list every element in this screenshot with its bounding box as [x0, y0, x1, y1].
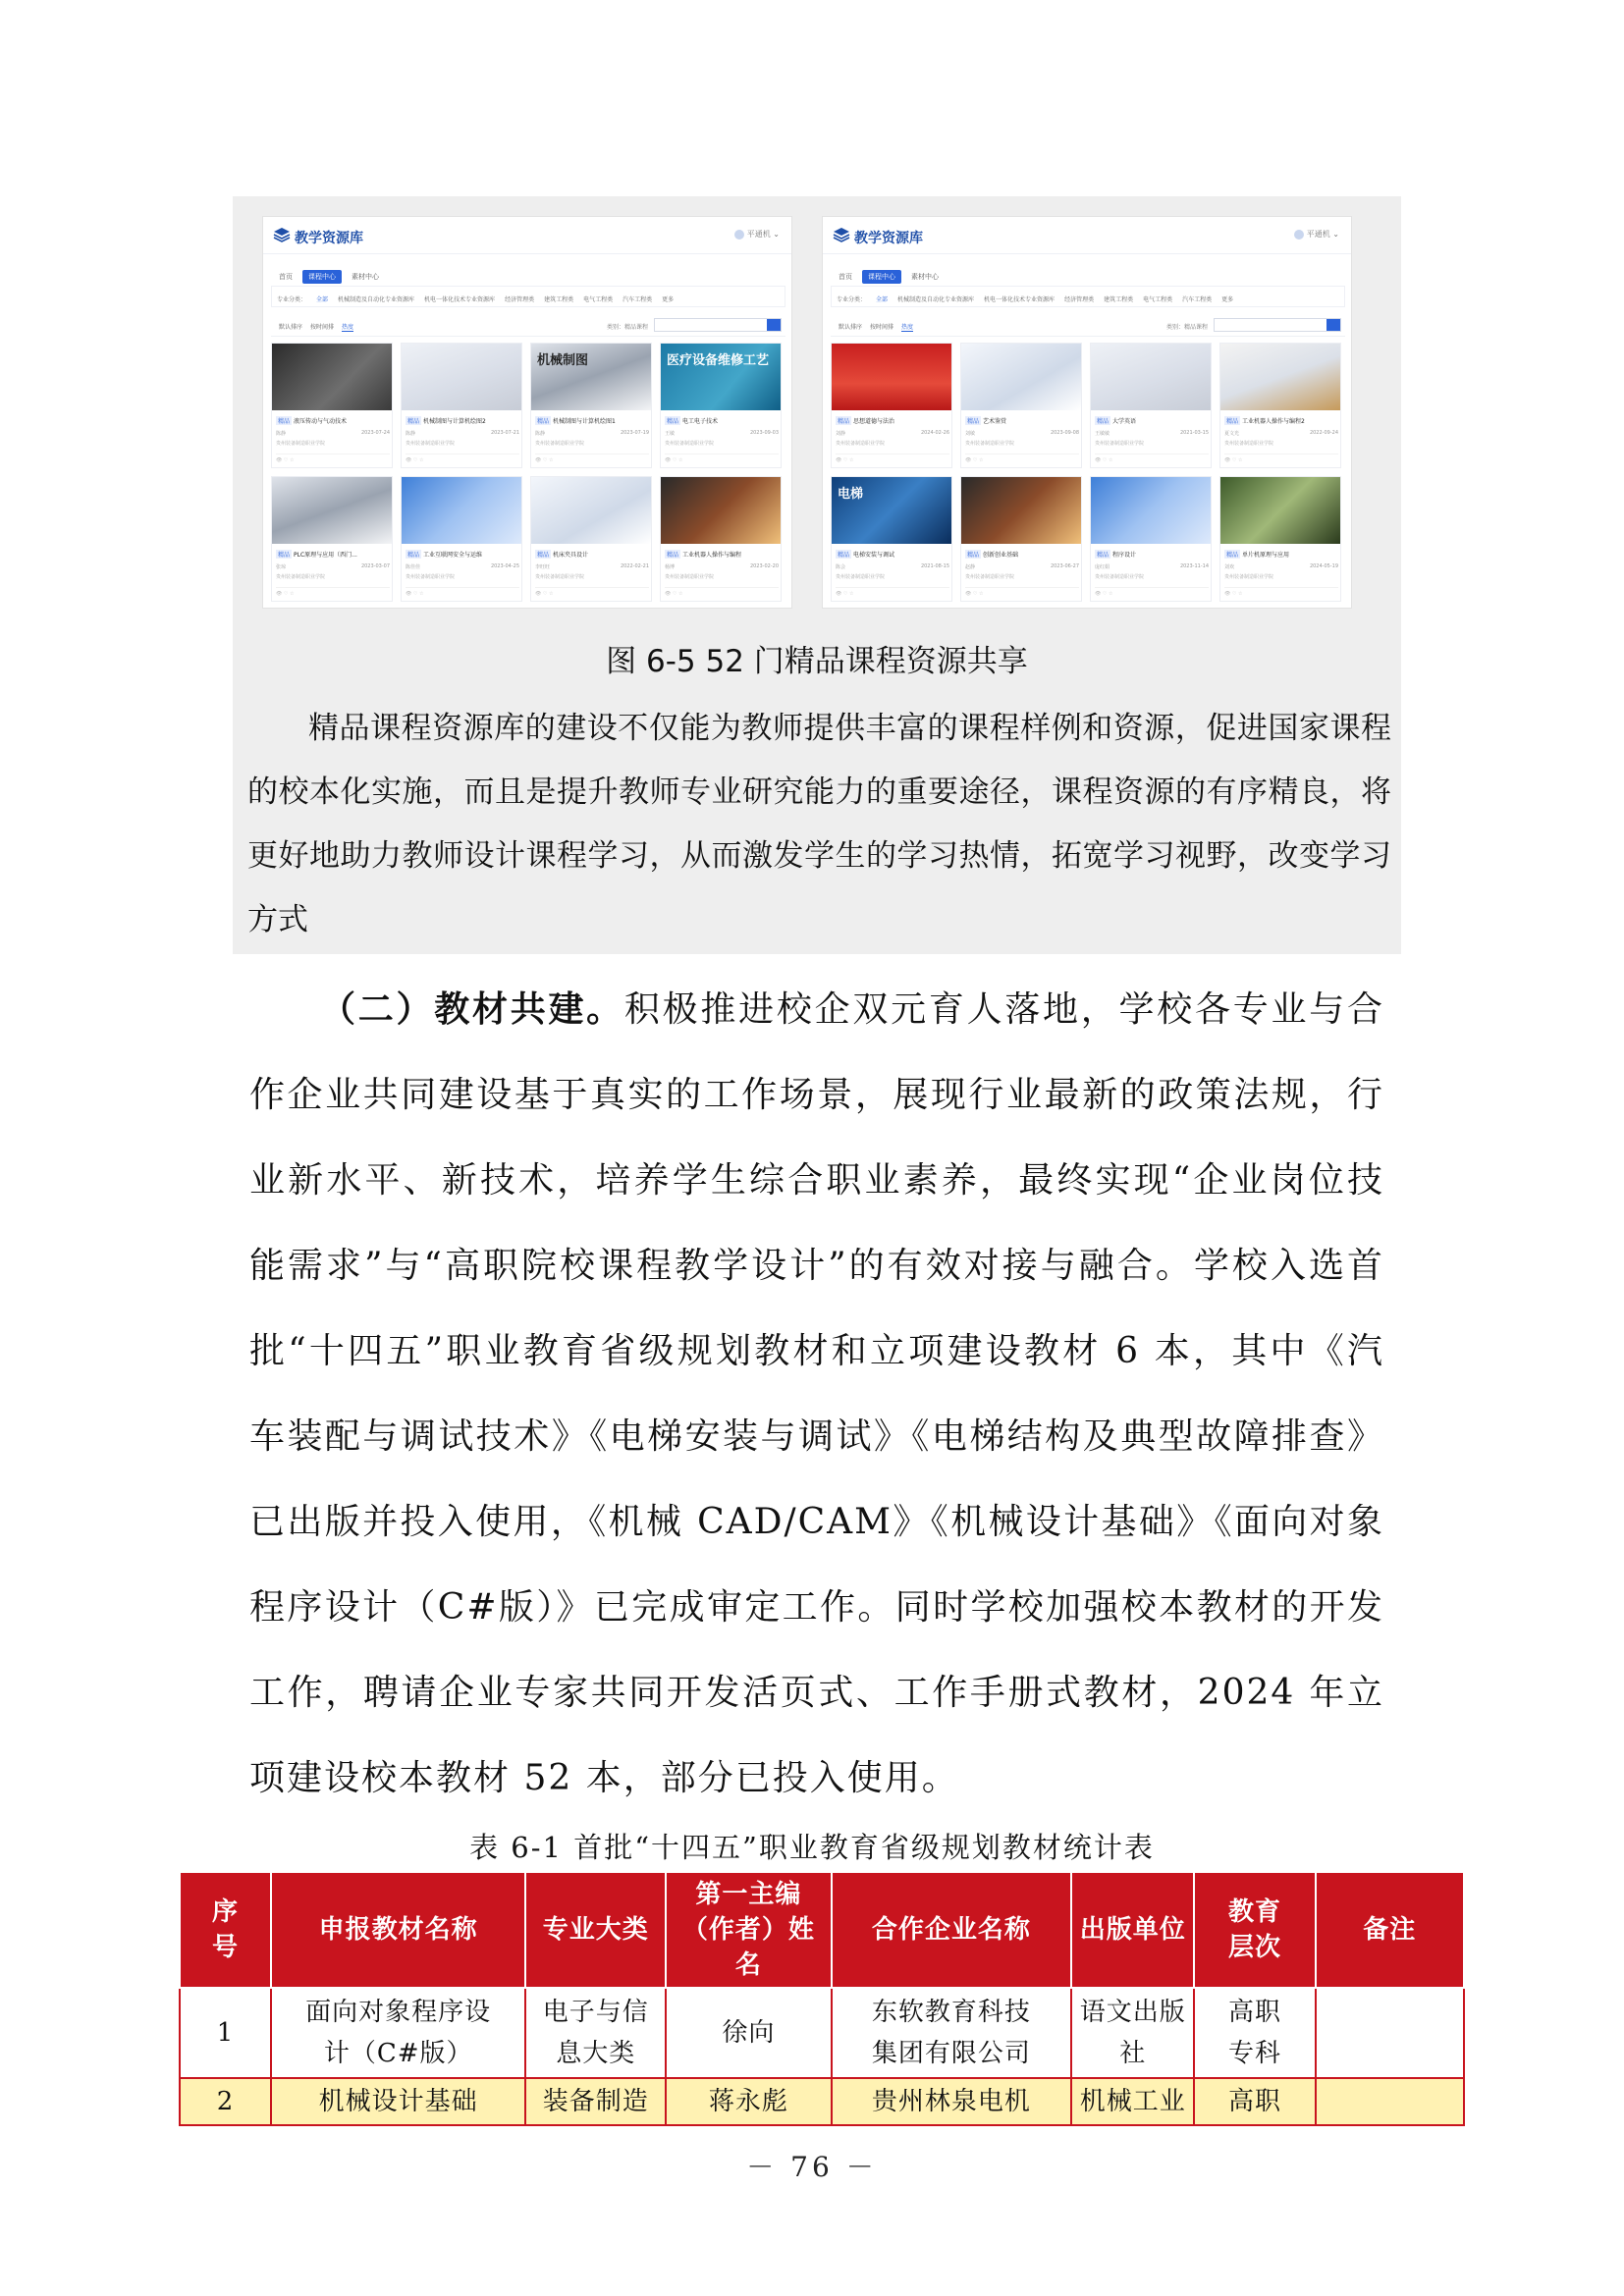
sort-option[interactable]: 热度 — [342, 324, 354, 331]
category-item[interactable]: 建筑工程类 — [544, 296, 574, 303]
course-date: 2023-02-20 — [749, 563, 779, 569]
course-author: 陈静 — [276, 431, 287, 437]
course-title: 精品 工业机器人操作与编程2 — [1226, 418, 1305, 425]
nav-tab[interactable]: 首页 — [279, 273, 293, 281]
course-school: 贵州装备制造职业学院 — [965, 441, 1015, 447]
type-filter[interactable]: 类别：精品课程 — [1165, 324, 1208, 331]
cell-edu-level: 高职 专科 — [1194, 1988, 1315, 2078]
course-meta — [276, 430, 390, 437]
course-title: 精品 艺术鉴赏 — [967, 418, 1007, 425]
cell-edu-level: 高职 — [1194, 2078, 1315, 2125]
course-author: 李旺旺 — [535, 564, 551, 570]
course-thumbnail — [1220, 477, 1340, 544]
course-title: 精品 电梯安装与调试 — [838, 552, 895, 559]
layers-icon — [273, 227, 291, 242]
course-author: 杨博 — [665, 564, 676, 570]
course-stats: 👁 ♡ ☆ — [1224, 587, 1338, 597]
course-title: 精品 机械制图与计算机绘图1 — [537, 418, 616, 425]
course-meta — [1095, 563, 1209, 570]
nav-tab[interactable]: 课程中心 — [862, 270, 901, 284]
course-stats: 👁 ♡ ☆ — [665, 454, 779, 463]
course-meta — [1224, 563, 1338, 570]
user-menu[interactable]: 平通机 ⌄ — [734, 229, 780, 240]
course-tag: 精品 — [1097, 552, 1110, 559]
course-school: 贵州装备制造职业学院 — [965, 574, 1015, 580]
course-date: 2023-03-07 — [360, 563, 390, 569]
course-thumbnail — [272, 344, 392, 410]
cell-textbook-name: 面向对象程序设 计（C#版） — [271, 1988, 525, 2078]
course-date: 2023-09-08 — [1050, 430, 1079, 436]
course-card[interactable] — [530, 476, 652, 602]
category-item[interactable]: 经济管理类 — [505, 296, 535, 303]
course-meta — [1224, 430, 1338, 437]
course-stats: 👁 ♡ ☆ — [1095, 587, 1209, 597]
course-thumbnail — [402, 344, 521, 410]
course-title: 精品 电工电子技术 — [667, 418, 719, 425]
course-meta — [276, 563, 390, 570]
course-tag: 精品 — [278, 552, 291, 559]
course-meta — [965, 430, 1079, 437]
course-card[interactable] — [271, 343, 393, 468]
course-thumbnail — [402, 477, 521, 544]
course-school: 贵州装备制造职业学院 — [276, 441, 326, 447]
table-header-row — [180, 1872, 1464, 1988]
user-name: 平通机 — [1306, 230, 1330, 239]
course-tag: 精品 — [1097, 418, 1110, 425]
cell-major-category: 装备制造 — [525, 2078, 666, 2125]
library-logo: 教学资源库 — [295, 231, 363, 246]
cell-major-category: 电子与信 息大类 — [525, 1988, 666, 2078]
course-date: 2023-11-14 — [1179, 563, 1209, 569]
course-stats: 👁 ♡ ☆ — [836, 454, 949, 463]
course-tag: 精品 — [537, 418, 550, 425]
nav-tab[interactable]: 课程中心 — [302, 270, 342, 284]
course-author: 陈佳佳 — [406, 564, 421, 570]
course-card[interactable] — [271, 476, 393, 602]
course-meta — [665, 563, 779, 570]
category-item[interactable]: 汽车工程类 — [1182, 296, 1213, 303]
course-meta — [1095, 430, 1209, 437]
course-title: 精品 液压传动与气动技术 — [278, 418, 348, 425]
user-name: 平通机 — [746, 230, 771, 239]
course-tag: 精品 — [967, 418, 980, 425]
category-item[interactable]: 机械制造及自动化专业资源库 — [338, 296, 415, 303]
avatar — [1294, 230, 1304, 240]
course-school: 贵州装备制造职业学院 — [836, 574, 886, 580]
category-item[interactable]: 全部 — [316, 296, 329, 303]
header-partner-company: 合作企业名称 — [832, 1872, 1071, 1988]
search-input[interactable] — [1214, 318, 1341, 332]
course-author: 王敏敏 — [1095, 431, 1110, 437]
course-card[interactable] — [401, 343, 522, 468]
course-author: 赵静 — [965, 564, 976, 570]
course-tag: 精品 — [407, 418, 420, 425]
course-date: 2023-07-24 — [360, 430, 390, 436]
course-meta — [406, 430, 519, 437]
search-icon[interactable] — [1326, 319, 1340, 331]
screenshot-right — [822, 216, 1352, 609]
header-textbook-name: 申报教材名称 — [271, 1872, 525, 1988]
course-card[interactable] — [660, 343, 782, 468]
course-title: 精品 创新创业基础 — [967, 552, 1019, 559]
course-school: 贵州装备制造职业学院 — [1224, 441, 1274, 447]
course-thumbnail — [531, 477, 651, 544]
cell-textbook-name: 机械设计基础 — [271, 2078, 525, 2125]
course-stats: 👁 ♡ ☆ — [965, 454, 1079, 463]
category-filter — [831, 286, 1345, 307]
course-stats: 👁 ♡ ☆ — [276, 454, 390, 463]
figure-block — [233, 196, 1401, 954]
course-thumbnail — [961, 477, 1081, 544]
category-item: 专业分类： — [277, 296, 307, 303]
course-author: 刘静 — [836, 431, 846, 437]
cell-publisher: 机械工业 — [1071, 2078, 1194, 2125]
sort-option[interactable]: 按时间排 — [870, 324, 894, 331]
course-meta — [535, 563, 649, 570]
course-school: 贵州装备制造职业学院 — [276, 574, 326, 580]
sort-option[interactable]: 默认排序 — [279, 324, 303, 331]
course-thumbnail — [661, 477, 781, 544]
cell-remarks — [1316, 1988, 1464, 2078]
course-date: 2024-05-19 — [1309, 563, 1338, 569]
nav-tab[interactable]: 素材中心 — [911, 273, 939, 281]
course-author: 张琼 — [276, 564, 287, 570]
cell-index: 1 — [180, 1988, 271, 2078]
course-tag: 精品 — [407, 552, 420, 559]
course-thumbnail — [961, 344, 1081, 410]
type-filter[interactable]: 类别：精品课程 — [606, 324, 648, 331]
course-author: 刘欢 — [1224, 564, 1235, 570]
course-card[interactable] — [960, 343, 1082, 468]
course-author: 刘敏 — [965, 431, 976, 437]
category-item: 专业分类： — [837, 296, 867, 303]
course-card[interactable] — [960, 476, 1082, 602]
header-remarks: 备注 — [1316, 1872, 1464, 1988]
course-date: 2023-06-27 — [1050, 563, 1079, 569]
sort-option[interactable]: 按时间排 — [310, 324, 335, 331]
cell-chief-editor: 蒋永彪 — [666, 2078, 832, 2125]
header-index: 序 号 — [180, 1872, 271, 1988]
category-item[interactable]: 经济管理类 — [1064, 296, 1095, 303]
table-row — [180, 1988, 1464, 2078]
course-tag: 精品 — [838, 418, 850, 425]
textbook-stats-table — [179, 1871, 1465, 2126]
course-author: 陈会 — [836, 564, 846, 570]
cell-partner-company: 东软教育科技 集团有限公司 — [832, 1988, 1071, 2078]
course-stats: 👁 ♡ ☆ — [1095, 454, 1209, 463]
course-author: 王敏 — [665, 431, 676, 437]
figure-caption: 图 6-5 52 门精品课程资源共享 — [606, 644, 1028, 679]
user-menu[interactable]: 平通机 ⌄ — [1294, 229, 1339, 240]
course-title: 精品 PLC原理与应用（西门... — [278, 552, 357, 559]
course-school: 贵州装备制造职业学院 — [665, 574, 715, 580]
nav-tab[interactable]: 首页 — [839, 273, 852, 281]
category-item[interactable]: 更多 — [662, 296, 675, 303]
course-school: 贵州装备制造职业学院 — [836, 441, 886, 447]
category-item[interactable]: 机械制造及自动化专业资源库 — [897, 296, 975, 303]
thumbnail-label: 电梯 — [838, 487, 864, 502]
layers-icon — [833, 227, 850, 242]
screenshot-left — [262, 216, 792, 609]
section-lead: （二）教材共建。 — [320, 988, 624, 1030]
category-item[interactable]: 全部 — [876, 296, 889, 303]
course-school: 贵州装备制造职业学院 — [406, 441, 456, 447]
course-title: 精品 工业互联网安全与运维 — [407, 552, 483, 559]
course-meta — [965, 563, 1079, 570]
course-thumbnail — [272, 477, 392, 544]
course-school: 贵州装备制造职业学院 — [406, 574, 456, 580]
cell-remarks — [1316, 2078, 1464, 2125]
course-title: 精品 机床夹具设计 — [537, 552, 589, 559]
search-input[interactable] — [654, 318, 782, 332]
course-date: 2022-02-21 — [620, 563, 649, 569]
sort-option[interactable]: 热度 — [901, 324, 914, 331]
course-date: 2023-04-25 — [490, 563, 519, 569]
course-card[interactable] — [1090, 343, 1212, 468]
thumbnail-label: 机械制图 — [537, 353, 589, 368]
figure-paragraph: 精品课程资源库的建设不仅能为教师提供丰富的课程样例和资源，促进国家课程的校本化实施，而且是提升教师专业研究能力的重要途径，课程资源的有序精良，将更好地助力教师设计课程学习，从而激发学生的学习热情，拓宽学习视野，改变学习方式 — [247, 711, 1391, 937]
course-title: 精品 程序设计 — [1097, 552, 1137, 559]
course-card[interactable] — [1219, 343, 1341, 468]
course-title: 精品 思想道德与法治 — [838, 418, 895, 425]
course-tag: 精品 — [967, 552, 980, 559]
main-nav — [273, 264, 389, 281]
section-text: 积极推进校企双元育人落地，学校各专业与合作企业共同建设基于真实的工作场景，展现行业最新的政策法规，行业新水平、新技术，培养学生综合职业素养，最终实现“企业岗位技能需求”与“高职院校课程教学设计”的有效对接与融合。学校入选首批“十四五”职业教育省级规划教材和立项建设教材 6 本，其中《汽车装配与调试技术》《电梯安装与调试》《电梯结构及典型故障排查》已出版并投入使用，《机械 CAD/CAM》《机械设计基础》《面向对象程序设计（C#版）》已完成审定工作。同时学校加强校本教材的开发工作，聘请企业专家共同开发活页式、工作手册式教材，2024 年立项建设校本教材 52 本，部分已投入使用。 — [249, 989, 1384, 1798]
library-logo: 教学资源库 — [854, 231, 923, 246]
course-title: 精品 机械制图与计算机绘图2 — [407, 418, 486, 425]
category-item[interactable]: 机电一体化技术专业资源库 — [984, 296, 1056, 303]
sort-toolbar — [271, 315, 785, 337]
course-date: 2023-09-03 — [749, 430, 779, 436]
course-date: 2024-02-26 — [920, 430, 949, 436]
header-major-category: 专业大类 — [525, 1872, 666, 1988]
course-tag: 精品 — [838, 552, 850, 559]
cell-index: 2 — [180, 2078, 271, 2125]
course-card[interactable] — [660, 476, 782, 602]
header-publisher: 出版单位 — [1071, 1872, 1194, 1988]
header-chief-editor: 第一主编 （作者）姓名 — [666, 1872, 832, 1988]
course-date: 2021-08-15 — [920, 563, 949, 569]
category-item[interactable]: 汽车工程类 — [623, 296, 653, 303]
course-thumbnail — [1091, 344, 1211, 410]
course-title: 精品 大学英语 — [1097, 418, 1137, 425]
course-school: 贵州装备制造职业学院 — [535, 574, 585, 580]
course-meta — [406, 563, 519, 570]
header-edu-level: 教育 层次 — [1194, 1872, 1315, 1988]
course-thumbnail — [1091, 477, 1211, 544]
category-item[interactable]: 机电一体化技术专业资源库 — [424, 296, 496, 303]
course-stats: 👁 ♡ ☆ — [965, 587, 1079, 597]
course-stats: 👁 ♡ ☆ — [406, 587, 519, 597]
course-school: 贵州装备制造职业学院 — [1095, 441, 1145, 447]
course-school: 贵州装备制造职业学院 — [1224, 574, 1274, 580]
course-date: 2022-09-24 — [1309, 430, 1338, 436]
course-author: 陈静 — [535, 431, 546, 437]
course-thumbnail — [1220, 344, 1340, 410]
library-header — [823, 217, 1351, 254]
page-number: － 76 － — [746, 2151, 878, 2183]
nav-tab[interactable]: 素材中心 — [352, 273, 379, 281]
sort-toolbar — [831, 315, 1345, 337]
category-item[interactable]: 更多 — [1221, 296, 1234, 303]
search-icon[interactable] — [767, 319, 781, 331]
category-filter — [271, 286, 785, 307]
course-date: 2023-07-19 — [620, 430, 649, 436]
category-item[interactable]: 电气工程类 — [1143, 296, 1173, 303]
course-title: 精品 单片机原理与应用 — [1226, 552, 1290, 559]
course-date: 2023-07-21 — [490, 430, 519, 436]
course-author: 夏文光 — [1224, 431, 1240, 437]
course-school: 贵州装备制造职业学院 — [1095, 574, 1145, 580]
course-meta — [665, 430, 779, 437]
thumbnail-label: 医疗设备维修工艺 — [667, 353, 770, 368]
course-tag: 精品 — [1226, 418, 1239, 425]
course-stats: 👁 ♡ ☆ — [276, 587, 390, 597]
course-stats: 👁 ♡ ☆ — [836, 587, 949, 597]
course-school: 贵州装备制造职业学院 — [665, 441, 715, 447]
course-tag: 精品 — [1226, 552, 1239, 559]
course-card[interactable] — [530, 343, 652, 468]
course-card[interactable] — [1219, 476, 1341, 602]
course-tag: 精品 — [537, 552, 550, 559]
category-item[interactable]: 建筑工程类 — [1104, 296, 1134, 303]
cell-partner-company: 贵州林泉电机 — [832, 2078, 1071, 2125]
course-stats: 👁 ♡ ☆ — [535, 587, 649, 597]
main-nav — [833, 264, 948, 281]
course-card[interactable] — [1090, 476, 1212, 602]
course-meta — [836, 430, 949, 437]
course-thumbnail — [832, 344, 951, 410]
course-meta — [836, 563, 949, 570]
course-tag: 精品 — [667, 552, 679, 559]
course-stats: 👁 ♡ ☆ — [535, 454, 649, 463]
course-meta — [535, 430, 649, 437]
course-title: 精品 工业机器人操作与编程 — [667, 552, 742, 559]
course-author: 陈静 — [406, 431, 416, 437]
course-card[interactable] — [401, 476, 522, 602]
course-author: 庞红娟 — [1095, 564, 1110, 570]
table-title: 表 6-1 首批“十四五”职业教育省级规划教材统计表 — [469, 1831, 1155, 1864]
category-item[interactable]: 电气工程类 — [583, 296, 614, 303]
course-card[interactable] — [831, 476, 952, 602]
body-paragraph — [249, 967, 1384, 1821]
course-stats: 👁 ♡ ☆ — [406, 454, 519, 463]
cell-chief-editor: 徐向 — [666, 1988, 832, 2078]
table-row — [180, 2078, 1464, 2125]
course-date: 2021-03-15 — [1179, 430, 1209, 436]
library-header — [263, 217, 791, 254]
course-stats: 👁 ♡ ☆ — [665, 587, 779, 597]
avatar — [734, 230, 744, 240]
sort-option[interactable]: 默认排序 — [839, 324, 863, 331]
cell-publisher: 语文出版 社 — [1071, 1988, 1194, 2078]
course-stats: 👁 ♡ ☆ — [1224, 454, 1338, 463]
course-card[interactable] — [831, 343, 952, 468]
course-tag: 精品 — [667, 418, 679, 425]
course-school: 贵州装备制造职业学院 — [535, 441, 585, 447]
course-tag: 精品 — [278, 418, 291, 425]
